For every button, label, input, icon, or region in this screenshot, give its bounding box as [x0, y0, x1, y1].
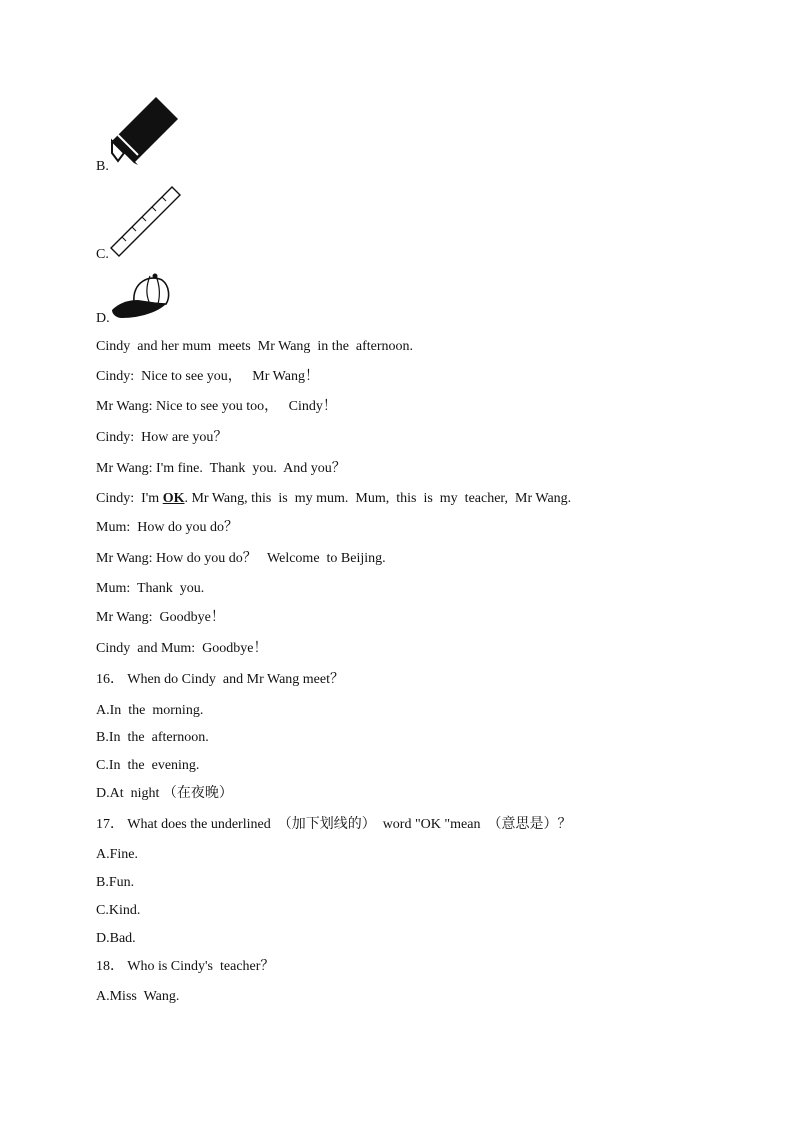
question-17-option[interactable]: A.Fine. [96, 847, 138, 862]
dialogue-line: Mum: Thank you. [96, 581, 205, 596]
dialogue-line: Cindy and Mum: Goodbye！ [96, 641, 268, 656]
dialogue-line: Cindy: How are you？ [96, 430, 228, 445]
ok-line-before: Cindy: I'm [96, 491, 163, 506]
dialogue-line: Mr Wang: Goodbye！ [96, 610, 225, 625]
underlined-word: OK [162, 491, 185, 506]
dialogue-ok-line [96, 490, 571, 508]
question-17-option[interactable]: C.Kind. [96, 903, 141, 918]
option-d-label: D. [96, 311, 110, 326]
dialogue-line: Mr Wang: I'm fine. Thank you. And you？ [96, 461, 346, 476]
question-17-option[interactable]: B.Fun. [96, 875, 135, 890]
eraser-icon [108, 95, 180, 167]
dialogue-line: Mr Wang: How do you do？ Welcome to Beijing. [96, 551, 386, 566]
question-17-option[interactable]: D.Bad. [96, 931, 136, 946]
cap-icon [110, 272, 172, 322]
question-18-option[interactable]: A.Miss Wang. [96, 989, 180, 1004]
question-16-option[interactable]: D.At night （在夜晚） [96, 786, 233, 801]
option-c-label: C. [96, 247, 109, 262]
dialogue-line: Mr Wang: Nice to see you too， Cindy！ [96, 399, 337, 414]
ok-line-after: . Mr Wang, this is my mum. Mum, this is my teacher, Mr Wang. [184, 491, 572, 506]
question-18-stem: 18． Who is Cindy's teacher？ [96, 959, 275, 974]
option-b-label: B. [96, 159, 109, 174]
question-17-stem: 17． What does the underlined （加下划线的） word "OK "mean （意思是）？ [96, 817, 572, 832]
ruler-icon [108, 184, 182, 258]
dialogue-line: Cindy: Nice to see you， Mr Wang！ [96, 369, 319, 384]
question-16-stem: 16． When do Cindy and Mr Wang meet？ [96, 672, 344, 687]
dialogue-intro: Cindy and her mum meets Mr Wang in the afternoon. [96, 339, 414, 354]
question-16-option[interactable]: A.In the morning. [96, 703, 204, 718]
question-16-option[interactable]: C.In the evening. [96, 758, 200, 773]
question-16-option[interactable]: B.In the afternoon. [96, 730, 209, 745]
dialogue-line: Mum: How do you do？ [96, 520, 238, 535]
